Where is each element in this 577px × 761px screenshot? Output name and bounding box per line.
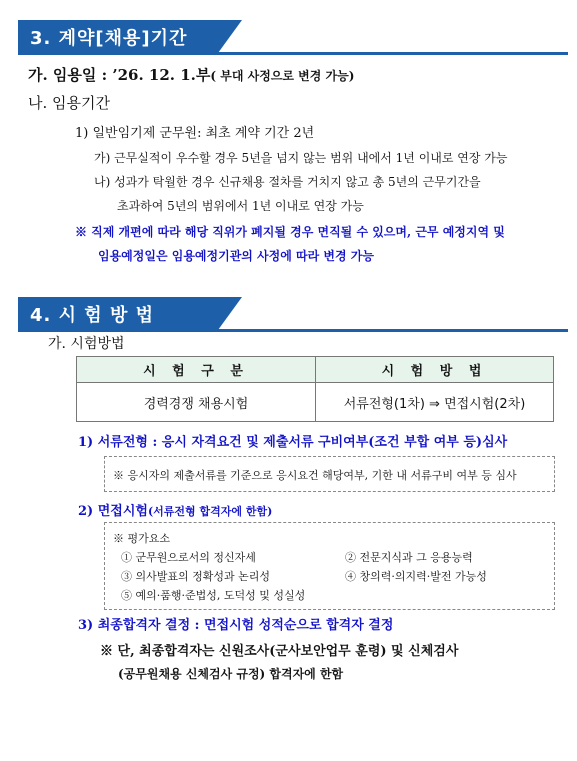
evaluation-item: ② 전문지식과 그 응용능력 — [345, 551, 473, 564]
step1-title: 1) 서류전형 : 응시 자격요건 및 제출서류 구비여부(조건 부합 여부 등)심사 — [78, 435, 508, 450]
exam-table-header-row — [77, 357, 554, 383]
step2-title: 2) 면접시험 — [78, 504, 148, 519]
notice-line-1: ※ 직제 개편에 따라 해당 직위가 폐지될 경우 면직될 수 있으며, 근무 예정지역 및 — [75, 225, 505, 239]
step1-note: ※ 응시자의 제출서류를 기준으로 응시요건 해당여부, 기한 내 서류구비 여부 등 심사 — [113, 469, 517, 482]
section-rule — [18, 52, 568, 55]
step2-note: (서류전형 합격자에 한함) — [147, 505, 273, 518]
step3-note-line1: ※ 단, 최종합격자는 신원조사(군사보안업무 훈령) 및 신체검사 — [100, 644, 459, 659]
evaluation-box — [104, 522, 555, 610]
section3-title: 3. 계약[채용]기간 — [30, 28, 188, 49]
section3-header — [18, 20, 568, 55]
exam-table-row — [77, 383, 554, 422]
appointment-date-label: 가. 임용일 : ’26. 12. 1.부 — [28, 66, 211, 84]
step3-note-line2: (공무원채용 신체검사 규정) 합격자에 한함 — [118, 667, 344, 681]
evaluation-item: ⑤ 예의·품행·준법성, 도덕성 및 성실성 — [121, 589, 306, 602]
section-rule — [18, 329, 568, 332]
term-item-1: 1) 일반임기제 군무원: 최초 계약 기간 2년 — [75, 126, 315, 141]
evaluation-item: ① 군무원으로서의 정신자세 — [121, 551, 256, 564]
exam-table-header-category: 시 험 구 분 — [77, 357, 316, 383]
step1-note-box — [104, 456, 555, 492]
exam-table-cell-method: 서류전형(1차) ⇒ 면접시험(2차) — [316, 383, 554, 422]
evaluation-item: ④ 창의력·의지력·발전 가능성 — [345, 570, 487, 583]
appointment-date-note: ( 부대 사정으로 변경 가능) — [210, 69, 355, 83]
appointment-date — [28, 64, 354, 85]
exam-table — [76, 356, 554, 422]
section-bar-wedge — [218, 297, 242, 330]
exam-table-cell-category: 경력경쟁 채용시험 — [77, 383, 316, 422]
evaluation-heading: ※ 평가요소 — [113, 532, 171, 545]
term-item-1-ga: 가) 근무실적이 우수할 경우 5년을 넘지 않는 범위 내에서 1년 이내로 연장 가능 — [94, 151, 508, 165]
step2-title-line — [78, 500, 272, 519]
section-bar-wedge — [218, 20, 242, 53]
evaluation-item: ③ 의사발표의 정확성과 논리성 — [121, 570, 271, 583]
term-heading: 나. 임용기간 — [28, 94, 110, 112]
section4-header — [18, 297, 568, 332]
exam-table-header-method: 시 험 방 법 — [316, 357, 554, 383]
step3-title: 3) 최종합격자 결정 : 면접시험 성적순으로 합격자 결정 — [78, 618, 394, 633]
section4-title: 4. 시 험 방 법 — [30, 305, 154, 326]
term-item-1-na-line2: 초과하여 5년의 범위에서 1년 이내로 연장 가능 — [117, 199, 364, 213]
exam-method-heading: 가. 시험방법 — [48, 336, 125, 352]
term-item-1-na-line1: 나) 성과가 탁월한 경우 신규채용 절차를 거치지 않고 총 5년의 근무기간을 — [94, 175, 481, 189]
notice-line-2: 임용예정일은 임용예정기관의 사정에 따라 변경 가능 — [98, 249, 374, 263]
